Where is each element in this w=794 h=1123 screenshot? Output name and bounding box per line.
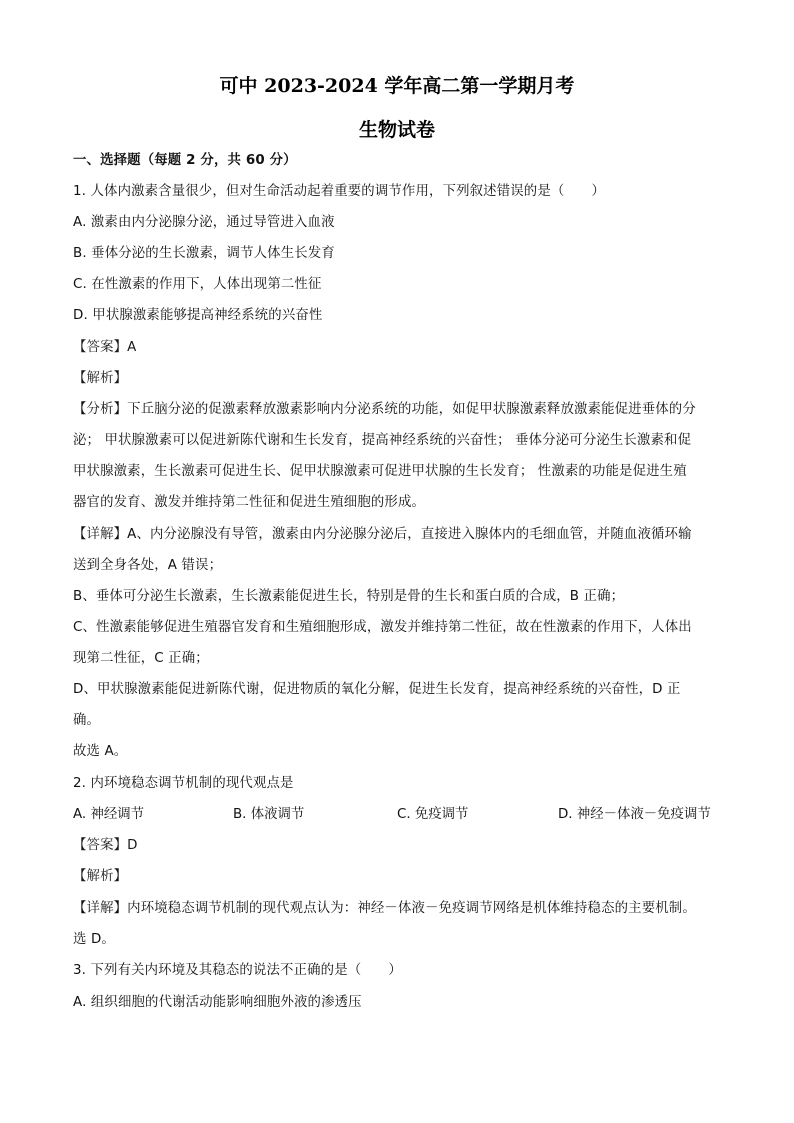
- question-1-detail-line: D、甲状腺激素能促进新陈代谢，促进物质的氧化分解，促进生长发育，提高神经系统的兴奋性，D 正: [73, 682, 681, 697]
- question-1-answer: 【答案】A: [73, 340, 137, 355]
- question-1-option-b: B. 垂体分泌的生长激素，调节人体生长发育: [73, 246, 335, 261]
- question-2-option-d: D. 神经－体液－免疫调节: [558, 807, 711, 822]
- question-1-fenxi-line: 器官的发育、激发并维持第二性征和促进生殖细胞的形成。: [73, 495, 426, 510]
- question-2-conclusion: 选 D。: [73, 932, 115, 947]
- question-1-analysis-label: 【解析】: [73, 371, 128, 386]
- question-1-option-a: A. 激素由内分泌腺分泌，通过导管进入血液: [73, 215, 335, 230]
- question-1-fenxi-line: 【分析】下丘脑分泌的促激素释放激素影响内分泌系统的功能，如促甲状腺激素释放激素能促进垂体的分: [73, 402, 696, 417]
- question-3-option-a: A. 组织细胞的代谢活动能影响细胞外液的渗透压: [73, 995, 362, 1010]
- question-1-stem: 1. 人体内激素含量很少，但对生命活动起着重要的调节作用，下列叙述错误的是（ ）: [73, 184, 606, 199]
- question-1-option-c: C. 在性激素的作用下，人体出现第二性征: [73, 277, 322, 292]
- question-1-detail-line: B、垂体可分泌生长激素，生长激素能促进生长，特别是骨的生长和蛋白质的合成，B 正确；: [73, 589, 625, 604]
- question-1-detail-line: 送到全身各处，A 错误；: [73, 558, 223, 573]
- section-heading: 一、选择题（每题 2 分，共 60 分）: [73, 153, 297, 168]
- question-2-option-a: A. 神经调节: [73, 807, 144, 822]
- question-2-analysis-label: 【解析】: [73, 869, 128, 884]
- question-1-detail-line: 【详解】A、内分泌腺没有导管，激素由内分泌腺分泌后，直接进入腺体内的毛细血管，并随血液循环输: [73, 527, 692, 542]
- question-1-option-d: D. 甲状腺激素能够提高神经系统的兴奋性: [73, 308, 323, 323]
- question-2-answer: 【答案】D: [73, 838, 138, 853]
- exam-subject: 生物试卷: [358, 119, 435, 141]
- question-1-detail-line: 确。: [73, 713, 101, 728]
- question-1-fenxi-line: 甲状腺激素，生长激素可促进生长、促甲状腺激素可促进甲状腺的生长发育； 性激素的功能是促进生殖: [73, 464, 687, 479]
- question-1-conclusion: 故选 A。: [73, 744, 128, 759]
- exam-title: 可中 2023-2024 学年高二第一学期月考: [219, 75, 575, 97]
- question-2-option-b: B. 体液调节: [233, 807, 305, 822]
- question-2-detail-line: 【详解】内环境稳态调节机制的现代观点认为：神经－体液－免疫调节网络是机体维持稳态的主要机制。: [73, 901, 696, 916]
- question-2-option-c: C. 免疫调节: [397, 807, 469, 822]
- question-1-fenxi-line: 泌； 甲状腺激素可以促进新陈代谢和生长发育，提高神经系统的兴奋性； 垂体分泌可分泌生长激素和促: [73, 433, 692, 448]
- question-3-stem: 3. 下列有关内环境及其稳态的说法不正确的是（ ）: [73, 963, 402, 978]
- question-1-detail-line: C、性激素能够促进生殖器官发育和生殖细胞形成，激发并维持第二性征，故在性激素的作用下，人体出: [73, 620, 692, 635]
- question-2-stem: 2. 内环境稳态调节机制的现代观点是: [73, 776, 294, 791]
- question-1-detail-line: 现第二性征，C 正确；: [73, 651, 209, 666]
